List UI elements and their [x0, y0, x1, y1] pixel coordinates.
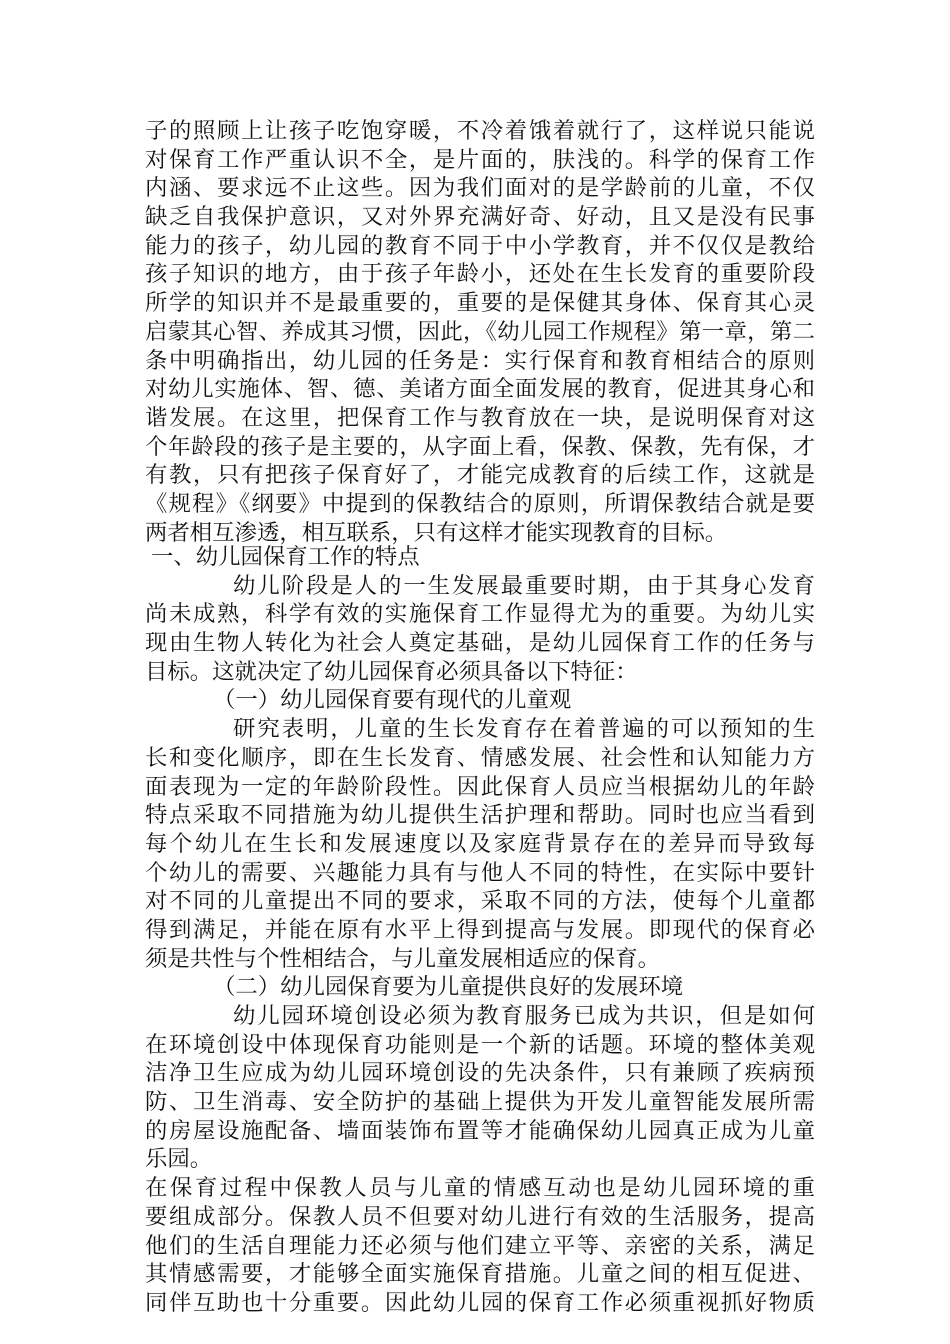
text-line: 他们的生活自理能力还必须与他们建立平等、亲密的关系，满足	[145, 1232, 815, 1259]
subsection-heading: （一）幼儿园保育要有现代的儿童观	[213, 687, 572, 714]
section-1	[145, 543, 815, 1318]
text-line: 研究表明，儿童的生长发育存在着普遍的可以预知的生	[233, 716, 815, 743]
text-line: 幼儿阶段是人的一生发展最重要时期，由于其身心发育	[233, 572, 815, 599]
text-line: 《规程》《纲要》中提到的保教结合的原则，所谓保教结合就是要	[145, 490, 815, 517]
section-heading: 一、幼儿园保育工作的特点	[151, 544, 420, 570]
text-line: 每个幼儿在生长和发展速度以及家庭背景存在的差异而导致每	[145, 830, 815, 857]
text-line: 长和变化顺序，即在生长发育、情感发展、社会性和认知能力方	[145, 744, 815, 771]
text-line: 的房屋设施配备、墙面装饰布置等才能确保幼儿园真正成为儿童	[145, 1117, 815, 1144]
text-line: 乐园。	[145, 1146, 213, 1173]
text-line: 防、卫生消毒、安全防护的基础上提供为开发儿童智能发展所需	[145, 1089, 815, 1116]
text-line: 个幼儿的需要、兴趣能力具有与他人不同的特性，在实际中要针	[145, 859, 815, 886]
text-line: 同伴互助也十分重要。因此幼儿园的保育工作必须重视抓好物质	[145, 1289, 815, 1316]
text-line: 有教，只有把孩子保育好了，才能完成教育的后续工作，这就是	[145, 462, 815, 489]
text-line: 在环境创设中体现保育功能则是一个新的话题。环境的整体美观	[145, 1031, 815, 1058]
text-line: 得到满足，并能在原有水平上得到提高与发展。即现代的保育必	[145, 916, 815, 943]
subsection-heading: （二）幼儿园保育要为儿童提供良好的发展环境	[213, 974, 684, 1001]
text-line: 在保育过程中保教人员与儿童的情感互动也是幼儿园环境的重	[145, 1175, 815, 1202]
text-line: 幼儿园环境创设必须为教育服务已成为共识，但是如何	[233, 1003, 815, 1029]
intro-paragraph	[145, 117, 815, 547]
text-line: 要组成部分。保教人员不但要对幼儿进行有效的生活服务，提高	[145, 1203, 815, 1230]
text-line: 谐发展。在这里，把保育工作与教育放在一块，是说明保育对这	[145, 404, 815, 431]
text-line: 启蒙其心智、养成其习惯，因此，《幼儿园工作规程》第一章，第二	[145, 318, 815, 345]
text-line: 子的照顾上让孩子吃饱穿暖，不冷着饿着就行了，这样说只能说	[145, 118, 815, 144]
text-line: 现由生物人转化为社会人奠定基础，是幼儿园保育工作的任务与	[145, 630, 815, 657]
text-line: 内涵、要求远不止这些。因为我们面对的是学龄前的儿童，不仅	[145, 175, 815, 202]
text-line: 对保育工作严重认识不全，是片面的，肤浅的。科学的保育工作	[145, 146, 815, 173]
text-line: 目标。这就决定了幼儿园保育必须具备以下特征：	[145, 658, 638, 685]
text-line: 尚未成熟，科学有效的实施保育工作显得尤为的重要。为幼儿实	[145, 601, 815, 628]
text-line: 须是共性与个性相结合，与儿童发展相适应的保育。	[145, 945, 660, 972]
text-line: 两者相互渗透，相互联系，只有这样才能实现教育的目标。	[145, 519, 728, 546]
text-line: 能力的孩子，幼儿园的教育不同于中小学教育，并不仅仅是教给	[145, 232, 815, 259]
text-line: 所学的知识并不是最重要的，重要的是保健其身体、保育其心灵	[145, 290, 815, 317]
text-line: 洁净卫生应成为幼儿园环境创设的先决条件，只有兼顾了疾病预	[145, 1060, 815, 1087]
text-line: 面表现为一定的年龄阶段性。因此保育人员应当根据幼儿的年龄	[145, 773, 815, 800]
text-line: 对幼儿实施体、智、德、美诸方面全面发展的教育，促进其身心和	[145, 376, 815, 403]
text-line: 个年龄段的孩子是主要的，从字面上看，保教、保教，先有保，才	[145, 433, 815, 460]
text-line: 特点采取不同措施为幼儿提供生活护理和帮助。同时也应当看到	[145, 802, 815, 829]
text-line: 条中明确指出，幼儿园的任务是：实行保育和教育相结合的原则	[145, 347, 815, 374]
text-line: 对不同的儿童提出不同的要求，采取不同的方法，使每个儿童都	[145, 888, 815, 915]
text-line: 其情感需要，才能够全面实施保育措施。儿童之间的相互促进、	[145, 1261, 815, 1288]
text-line: 缺乏自我保护意识，又对外界充满好奇、好动，且又是没有民事	[145, 204, 815, 231]
text-line: 孩子知识的地方，由于孩子年龄小，还处在生长发育的重要阶段	[145, 261, 815, 288]
